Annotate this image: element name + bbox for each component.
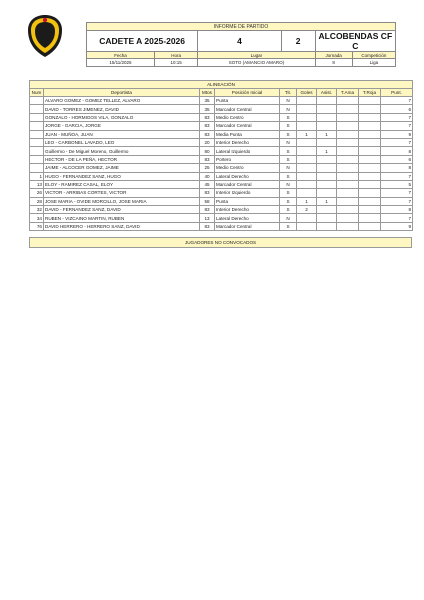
player-assists: 1 — [317, 130, 337, 138]
lineup-section-title: ALINEACIÓN — [30, 81, 413, 89]
player-position: Lateral Derecho — [215, 172, 280, 180]
player-name: ALVARO GOMEZ - GOMEZ TELLEZ, ALVARO — [44, 96, 200, 104]
player-position: Lateral Derecho — [215, 214, 280, 222]
player-name: DAVID - FERNANDEZ SANZ, DAVID — [44, 206, 200, 214]
player-name: JUAN - MUÑOA, JUAN — [44, 130, 200, 138]
player-name: JOSE MARIA - OVIDE MORCILLO, JOSE MARIA — [44, 197, 200, 205]
table-row — [30, 138, 413, 146]
player-num — [30, 130, 44, 138]
player-num: 28 — [30, 197, 44, 205]
player-rating: 7 — [381, 113, 413, 121]
player-position: Interior Izquierdo — [215, 189, 280, 197]
player-name: JORGE - GARCIA, JORGE — [44, 122, 200, 130]
player-position: Marcador Central — [215, 222, 280, 230]
meta-date: 15/11/2025 — [87, 59, 155, 67]
player-yellow — [337, 164, 359, 172]
player-name: RUBEN - VIZCAINO MARTIN, RUBEN — [44, 214, 200, 222]
player-yellow — [337, 197, 359, 205]
player-name: HUGO - FERNANDEZ SANZ, HUGO — [44, 172, 200, 180]
player-num — [30, 138, 44, 146]
player-assists — [317, 206, 337, 214]
player-goals: 1 — [297, 197, 317, 205]
player-position: Media Punta — [215, 130, 280, 138]
player-position: Medio Centro — [215, 113, 280, 121]
player-assists — [317, 155, 337, 163]
player-goals — [297, 214, 317, 222]
player-num — [30, 113, 44, 121]
player-minutes: 20 — [200, 138, 215, 146]
not-called-section — [29, 237, 412, 248]
player-yellow — [337, 105, 359, 113]
table-row — [30, 197, 413, 205]
player-red — [359, 105, 381, 113]
player-rating: 8 — [381, 164, 413, 172]
player-name: JAIME - ALCOCER GOMEZ, JAIME — [44, 164, 200, 172]
player-position: Medio Centro — [215, 164, 280, 172]
player-num: 76 — [30, 222, 44, 230]
meta-competition: Liga — [352, 59, 395, 67]
meta-time: 10:15 — [154, 59, 197, 67]
player-yellow — [337, 214, 359, 222]
table-row — [30, 96, 413, 104]
col-header-starter: Tit. — [280, 88, 297, 96]
not-called-title: JUGADORES NO CONVOCADOS — [30, 238, 412, 248]
player-yellow — [337, 222, 359, 230]
player-name: Guillermo - De Miguel Moreno, Guillermo — [44, 147, 200, 155]
table-row — [30, 105, 413, 113]
player-assists — [317, 172, 337, 180]
player-num: 26 — [30, 189, 44, 197]
meta-header-matchday: Jornada — [315, 52, 352, 59]
player-rating: 5 — [381, 180, 413, 188]
player-position: Interior Derecho — [215, 138, 280, 146]
col-header-goals: Goles — [297, 88, 317, 96]
table-row — [30, 122, 413, 130]
player-starter: S — [280, 222, 297, 230]
col-header-player: Deportista — [44, 88, 200, 96]
player-red — [359, 155, 381, 163]
player-position: Interior Derecho — [215, 206, 280, 214]
player-starter: N — [280, 105, 297, 113]
col-header-rating: Punt. — [381, 88, 413, 96]
player-num: 1 — [30, 172, 44, 180]
player-minutes: 25 — [200, 164, 215, 172]
player-assists — [317, 164, 337, 172]
player-name: GONZALO - HORMIGOS VILA, GONZALO — [44, 113, 200, 121]
col-header-red: T.Roja — [359, 88, 381, 96]
player-yellow — [337, 180, 359, 188]
player-num: 34 — [30, 214, 44, 222]
crest-crown — [43, 18, 47, 22]
player-num: 13 — [30, 180, 44, 188]
player-minutes: 80 — [200, 147, 215, 155]
club-crest-logo — [26, 14, 64, 58]
player-red — [359, 172, 381, 180]
player-rating: 7 — [381, 138, 413, 146]
player-position: Punta — [215, 96, 280, 104]
player-starter: N — [280, 96, 297, 104]
meta-header-date: Fecha — [87, 52, 155, 59]
player-rating: 9 — [381, 222, 413, 230]
player-assists — [317, 214, 337, 222]
player-starter: S — [280, 197, 297, 205]
player-rating: 7 — [381, 122, 413, 130]
player-yellow — [337, 206, 359, 214]
player-position: Marcador Central — [215, 122, 280, 130]
player-starter: N — [280, 180, 297, 188]
table-row — [30, 222, 413, 230]
player-name: DAVID HERRERO - HERRERO SANZ, DAVID — [44, 222, 200, 230]
table-row — [30, 147, 413, 155]
table-row — [30, 180, 413, 188]
player-red — [359, 122, 381, 130]
player-minutes: 83 — [200, 155, 215, 163]
player-minutes: 58 — [200, 197, 215, 205]
player-assists — [317, 113, 337, 121]
player-starter: S — [280, 130, 297, 138]
home-team: CADETE A 2025-2026 — [87, 31, 198, 52]
player-minutes: 35 — [200, 96, 215, 104]
player-red — [359, 214, 381, 222]
player-goals — [297, 122, 317, 130]
player-goals — [297, 172, 317, 180]
player-red — [359, 197, 381, 205]
player-starter: S — [280, 147, 297, 155]
player-goals — [297, 164, 317, 172]
col-header-assists: Asist. — [317, 88, 337, 96]
player-rating: 6 — [381, 105, 413, 113]
player-starter: S — [280, 113, 297, 121]
player-num — [30, 164, 44, 172]
player-minutes: 40 — [200, 172, 215, 180]
player-rating: 8 — [381, 147, 413, 155]
player-assists: 1 — [317, 197, 337, 205]
player-yellow — [337, 189, 359, 197]
player-yellow — [337, 155, 359, 163]
player-rating: 6 — [381, 155, 413, 163]
report-title: INFORME DE PARTIDO — [87, 23, 396, 31]
meta-header-venue: Lugar — [198, 52, 315, 59]
player-red — [359, 147, 381, 155]
player-name: LEO - CARBONEL LAVADO, LEO — [44, 138, 200, 146]
player-num — [30, 155, 44, 163]
player-num: 32 — [30, 206, 44, 214]
player-goals: 2 — [297, 206, 317, 214]
player-name: DAVID - TORRES JIMENEZ, DAVID — [44, 105, 200, 113]
player-assists — [317, 222, 337, 230]
player-position: Lateral Izquierdo — [215, 147, 280, 155]
player-yellow — [337, 122, 359, 130]
table-row — [30, 214, 413, 222]
table-row — [30, 130, 413, 138]
player-red — [359, 113, 381, 121]
player-assists — [317, 96, 337, 104]
player-goals — [297, 113, 317, 121]
player-position: Marcador Central — [215, 105, 280, 113]
table-row — [30, 206, 413, 214]
meta-venue: SOTO (AMANCIO AMARO) — [198, 59, 315, 67]
table-row — [30, 172, 413, 180]
player-yellow — [337, 147, 359, 155]
player-yellow — [337, 130, 359, 138]
player-minutes: 45 — [200, 180, 215, 188]
player-minutes: 83 — [200, 113, 215, 121]
player-num — [30, 122, 44, 130]
player-name: VICTOR - ARRIBAS CORTES, VICTOR — [44, 189, 200, 197]
player-minutes: 35 — [200, 105, 215, 113]
meta-header-competition: Competición — [352, 52, 395, 59]
player-rating: 7 — [381, 96, 413, 104]
player-minutes: 13 — [200, 214, 215, 222]
player-name: ELOY - RAMIREZ CASAL, ELOY — [44, 180, 200, 188]
lineup-table — [29, 80, 413, 231]
player-rating: 7 — [381, 189, 413, 197]
player-rating: 7 — [381, 197, 413, 205]
away-score: 2 — [281, 31, 315, 52]
player-red — [359, 164, 381, 172]
player-minutes: 83 — [200, 130, 215, 138]
player-goals: 1 — [297, 130, 317, 138]
player-starter: N — [280, 164, 297, 172]
player-starter: S — [280, 155, 297, 163]
player-goals — [297, 105, 317, 113]
away-team: ALCOBENDAS CF C — [315, 31, 395, 52]
match-header — [86, 22, 396, 67]
player-goals — [297, 189, 317, 197]
player-rating: 7 — [381, 172, 413, 180]
player-assists: 1 — [317, 147, 337, 155]
player-yellow — [337, 113, 359, 121]
col-header-num: Num — [30, 88, 44, 96]
player-num — [30, 147, 44, 155]
player-yellow — [337, 96, 359, 104]
home-score: 4 — [198, 31, 281, 52]
player-rating: 7 — [381, 214, 413, 222]
player-position: Punta — [215, 197, 280, 205]
col-header-minutes: Mtos — [200, 88, 215, 96]
lineup-rows — [30, 96, 413, 230]
player-starter: S — [280, 206, 297, 214]
player-position: Marcador Central — [215, 180, 280, 188]
player-rating: 8 — [381, 206, 413, 214]
player-num — [30, 105, 44, 113]
meta-matchday: 8 — [315, 59, 352, 67]
table-row — [30, 189, 413, 197]
player-num — [30, 96, 44, 104]
player-name: HECTOR - DE LA PEÑA, HECTOR — [44, 155, 200, 163]
player-starter: N — [280, 214, 297, 222]
player-minutes: 83 — [200, 189, 215, 197]
col-header-position: Posición Inicial — [215, 88, 280, 96]
player-assists — [317, 122, 337, 130]
col-header-yellow: T.Ama — [337, 88, 359, 96]
player-assists — [317, 180, 337, 188]
player-red — [359, 189, 381, 197]
table-row — [30, 113, 413, 121]
table-row — [30, 164, 413, 172]
meta-header-time: Hora — [154, 52, 197, 59]
player-starter: S — [280, 189, 297, 197]
player-minutes: 83 — [200, 206, 215, 214]
player-starter: S — [280, 122, 297, 130]
player-red — [359, 96, 381, 104]
player-goals — [297, 180, 317, 188]
player-assists — [317, 105, 337, 113]
player-yellow — [337, 172, 359, 180]
player-assists — [317, 138, 337, 146]
player-red — [359, 130, 381, 138]
player-goals — [297, 147, 317, 155]
player-starter: N — [280, 138, 297, 146]
player-yellow — [337, 138, 359, 146]
player-goals — [297, 222, 317, 230]
player-rating: 9 — [381, 130, 413, 138]
player-goals — [297, 155, 317, 163]
player-assists — [317, 189, 337, 197]
player-goals — [297, 96, 317, 104]
player-red — [359, 222, 381, 230]
table-row — [30, 155, 413, 163]
player-minutes: 83 — [200, 122, 215, 130]
player-red — [359, 180, 381, 188]
player-minutes: 83 — [200, 222, 215, 230]
player-red — [359, 138, 381, 146]
player-red — [359, 206, 381, 214]
player-position: Portero — [215, 155, 280, 163]
player-goals — [297, 138, 317, 146]
player-starter: S — [280, 172, 297, 180]
